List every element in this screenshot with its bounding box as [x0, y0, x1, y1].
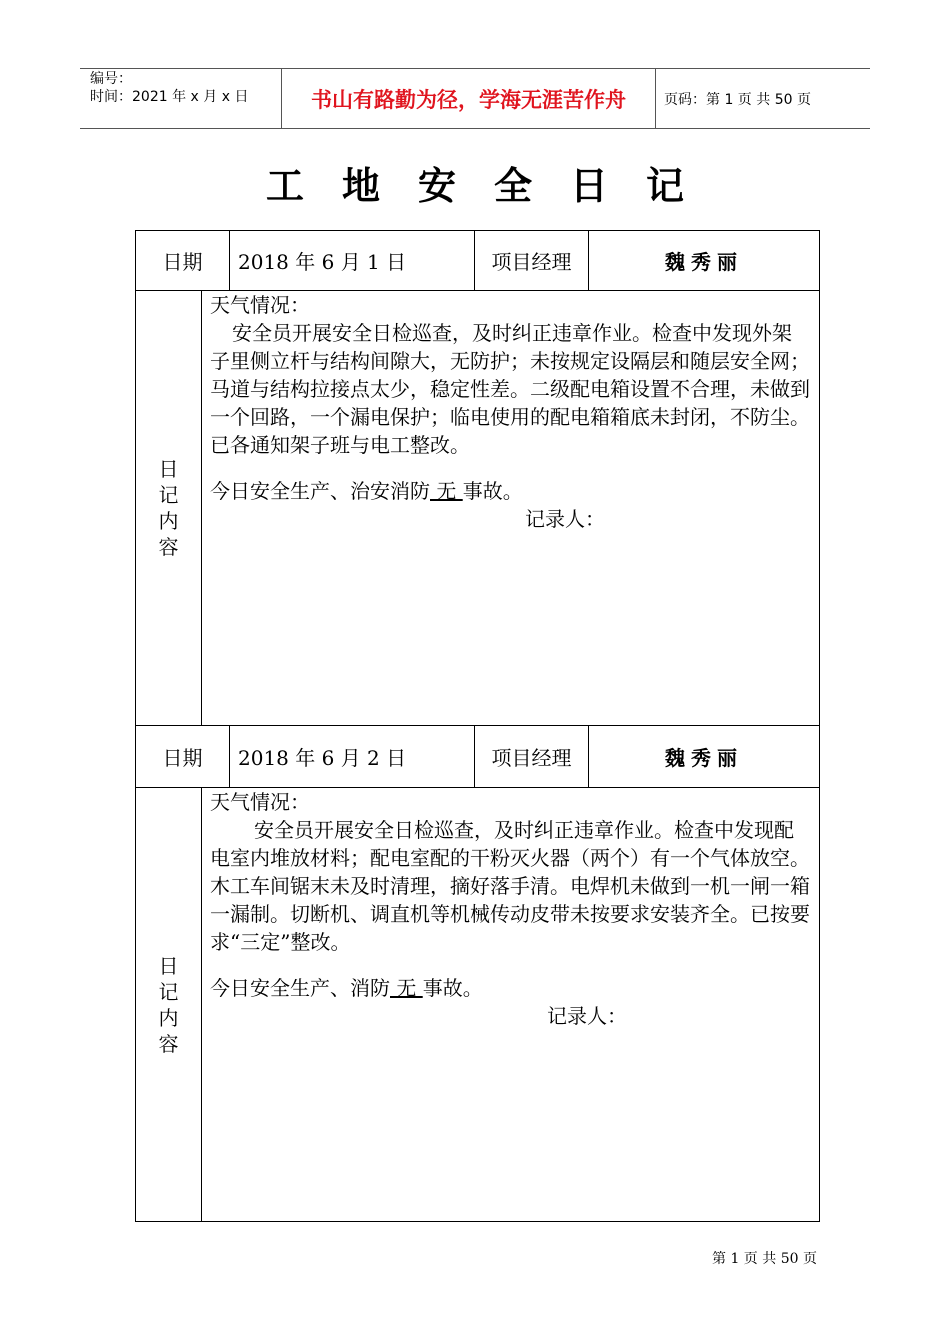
diary-body: 安全员开展安全日检巡查，及时纠正违章作业。检查中发现外架子里侧立杆与结构间隙大，无防护；未按规定设隔层和随层安全网；马道与结构拉接点太少，稳定性差。二级配电箱设置不合理，未做到一个回路，一个漏电保护；临电使用的配电箱箱底未封闭，不防尘。已各通知架子班与电工整改。	[210, 321, 810, 457]
side-char: 容	[158, 535, 179, 559]
content-side-label	[136, 788, 202, 1222]
number-label: 编号：	[90, 71, 132, 87]
date-label: 日期	[136, 231, 230, 291]
side-char: 日	[158, 953, 179, 978]
header-top-rule	[80, 68, 870, 69]
title-char: 安	[417, 164, 456, 208]
header-bottom-rule	[80, 128, 870, 129]
time-label: 时间：2021 年 x 月 x 日	[90, 89, 249, 105]
title-char: 全	[494, 164, 533, 208]
weather-label: 天气情况：	[210, 790, 310, 814]
date-value: 2018 年 6 月 1 日	[230, 231, 475, 291]
summary-prefix: 今日安全生产、消防	[210, 976, 390, 1000]
date-value: 2018 年 6 月 2 日	[230, 726, 475, 788]
diary-content	[202, 291, 820, 726]
summary-suffix: 事故。	[462, 479, 523, 503]
side-char: 记	[158, 979, 179, 1004]
manager-signature: 魏秀丽	[589, 726, 820, 788]
manager-label: 项目经理	[475, 726, 589, 788]
side-char: 记	[158, 483, 179, 507]
content-side-label	[136, 291, 202, 726]
side-char: 内	[158, 1005, 179, 1030]
summary-line	[210, 974, 811, 1002]
header-meta	[90, 70, 248, 106]
header-page-info: 页码：第 1 页 共 50 页	[664, 92, 811, 108]
page-title	[0, 155, 950, 210]
diary-content	[202, 788, 820, 1222]
side-char: 容	[158, 1031, 179, 1056]
summary-suffix: 事故。	[422, 976, 483, 1000]
side-char: 日	[158, 457, 179, 481]
summary-value: 无	[430, 479, 463, 503]
summary-value: 无	[390, 976, 423, 1000]
manager-label: 项目经理	[475, 231, 589, 291]
recorder-label: 记录人：	[525, 507, 605, 531]
side-char: 内	[158, 509, 179, 533]
diary-entry	[135, 725, 820, 1222]
page-footer: 第 1 页 共 50 页	[712, 1251, 817, 1267]
diary-entry	[135, 230, 820, 726]
diary-body: 安全员开展安全日检巡查，及时纠正违章作业。检查中发现配电室内堆放材料；配电室配的干粉灭火器（两个）有一个气体放空。木工车间锯末未及时清理，摘好落手清。电焊机未做到一机一闸一箱一漏制。切断机、调直机等机械传动皮带未按要求安装齐全。已按要求“三定”整改。	[210, 818, 810, 954]
header-motto: 书山有路勤为径，学海无涯苦作舟	[311, 88, 626, 112]
weather-label: 天气情况：	[210, 293, 310, 317]
header-divider	[655, 68, 656, 129]
summary-prefix: 今日安全生产、治安消防	[210, 479, 430, 503]
recorder-label: 记录人：	[547, 1004, 627, 1028]
summary-line	[210, 477, 811, 505]
title-char: 地	[341, 164, 380, 208]
title-char: 工	[265, 164, 304, 208]
title-char: 记	[646, 164, 685, 208]
title-char: 日	[570, 164, 609, 208]
manager-signature: 魏秀丽	[589, 231, 820, 291]
date-label: 日期	[136, 726, 230, 788]
